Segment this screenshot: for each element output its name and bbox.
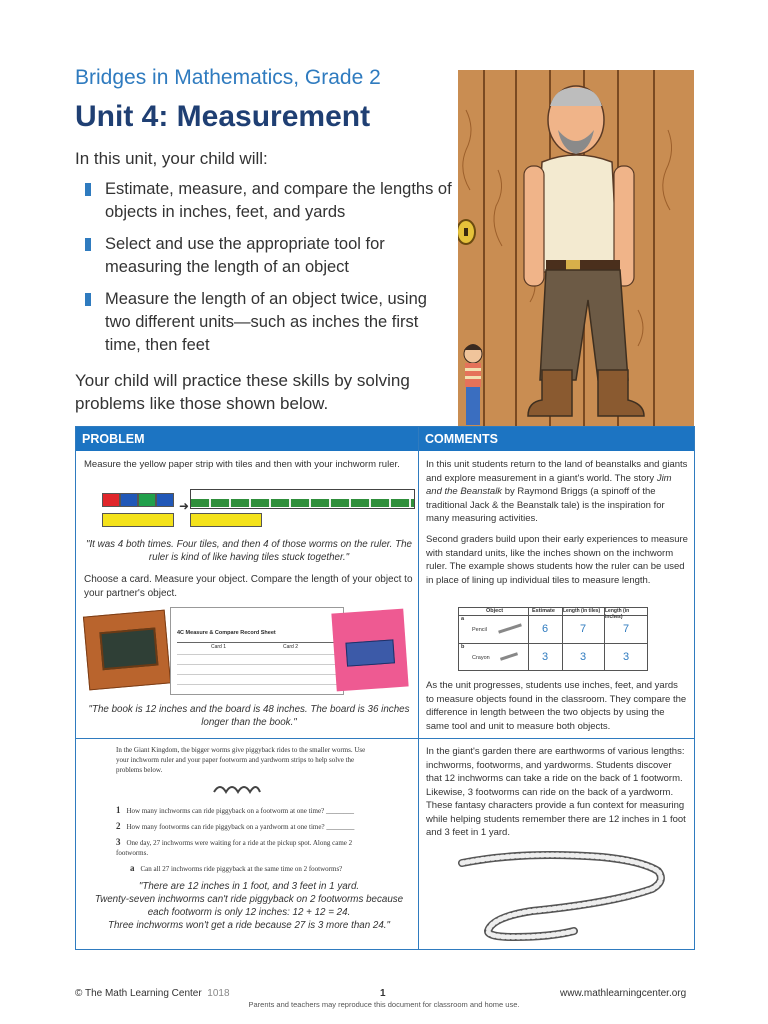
row-divider <box>76 738 694 739</box>
giant-illustration <box>458 70 694 434</box>
mini-header-tiles: Length (in tiles) <box>563 608 601 614</box>
arrow-icon: ➜ <box>179 499 190 513</box>
copyright: © The Math Learning Center 1018 <box>75 988 230 999</box>
row-a-estimate: 6 <box>542 623 549 635</box>
goals-list <box>83 178 453 366</box>
column-divider <box>418 427 419 949</box>
mini-header-inches: Length (in inches) <box>605 608 630 620</box>
worm-icon <box>212 780 262 796</box>
goal-item: Measure the length of an object twice, using two different units—such as inches the first time, then feet <box>83 288 453 357</box>
row-a-inches: 7 <box>623 623 630 635</box>
row-a-tiles: 7 <box>580 623 587 635</box>
bullet-marker <box>85 238 91 251</box>
reproduce-note: Parents and teachers may reproduce this document for classroom and home use. <box>248 1000 520 1009</box>
mini-header-object: Object <box>486 608 504 614</box>
question-1: 1 How many inchworms can ride piggyback on a footworm at one time? ________ <box>116 805 354 815</box>
giant-door-image <box>458 70 694 434</box>
student-quote-3: "There are 12 inches in 1 foot, and 3 feet in 1 yard. Twenty-seven inchworms can't ride piggyback on 2 footworms because each footworm is only 12 inches: 12 + 12 = 24. Three inchworms won't get a ride because 27 is 3 more than 24." <box>94 881 404 931</box>
record-sheet <box>170 607 344 695</box>
goal-item: Select and use the appropriate tool for measuring the length of an object <box>83 233 453 279</box>
worm-problem-intro: In the Giant Kingdom, the bigger worms give piggyback rides to the smaller worms. Use your inchworm ruler and your paper footworm and yardworm strips to help solve the problems below. <box>116 746 366 774</box>
student-quote-2: "The book is 12 inches and the board is 48 inches. The board is 36 inches longer than the book." <box>88 704 410 728</box>
book-title: Jim and the Beanstalk <box>426 472 672 497</box>
inchworm-ruler <box>190 489 415 509</box>
comment-standard-units: Second graders build upon their early experiences to measure with standard units, like the inches shown on the inchworm ruler. The example shows students how the ruler can be used in place of lining up individual tiles to measure length. <box>426 534 688 586</box>
comment-progression: As the unit progresses, students use inches, feet, and yards to measure objects found in the classroom. They compare the difference in length between the two objects by using the same tool and unit to measure both objects. <box>426 680 687 732</box>
unit-title: Unit 4: Measurement <box>75 100 371 133</box>
question-3: 3 One day, 27 inchworms were waiting for a ride at the pickup spot. Along came 2 footworms. <box>116 837 353 857</box>
series-title: Bridges in Mathematics, Grade 2 <box>75 66 381 89</box>
bullet-marker <box>85 183 91 196</box>
question-2: 2 How many footworms can ride piggyback on a yardworm at one time? ________ <box>116 821 355 831</box>
mini-header-estimate: Estimate <box>532 608 555 614</box>
book-card <box>331 609 408 692</box>
comment-intro: In this unit students return to the land of beanstalks and giants and explore measurement in a giant's world. The story Jim and the Beanstalk by Raymond Briggs (a spinoff of the traditional Jack & the Beanstalk tale) is the inspiration for many measuring activities. <box>426 459 688 524</box>
question-3a: a Can all 27 inchworms ride piggyback at the same time on 2 footworms? <box>130 863 343 873</box>
comments-column-header: COMMENTS <box>419 427 694 451</box>
measure-mini-table <box>458 607 648 671</box>
page-number: 1 <box>380 988 386 999</box>
row-b-label: b <box>461 644 465 650</box>
card1-label: Card 1 <box>211 644 227 650</box>
row-b-object: Crayon <box>472 655 490 661</box>
card2-label: Card 2 <box>283 644 299 650</box>
row-b-estimate: 3 <box>542 651 549 663</box>
problem-prompt: Measure the yellow paper strip with tiles and then with your inchworm ruler. <box>84 459 400 470</box>
problem-column-header: PROBLEM <box>76 427 418 451</box>
row-b-tiles: 3 <box>580 651 587 663</box>
doc-code: 1018 <box>207 988 230 999</box>
practice-text: Your child will practice these skills by solving problems like those shown below. <box>75 371 410 413</box>
row-a-object: Pencil <box>472 627 487 633</box>
website-link[interactable]: www.mathlearningcenter.org <box>560 988 687 999</box>
student-quote-1: "It was 4 both times. Four tiles, and then 4 of those worms on the ruler. The ruler is kind of like having tiles stuck together." <box>85 539 413 563</box>
worm-comment: In the giant's garden there are earthworms of various lengths: inchworms, footworms, and yardworms. Students discover that 12 inchworms can take a ride on the back of 1 footworm. Likewise, 3 footworms can ride on the back of a yardworm. These fantasy characters provide a fun context for measuring while helping students remember there are 12 inches in 1 foot and 3 feet in 1 yard. <box>426 746 686 838</box>
yellow-strip <box>190 513 262 527</box>
chalkboard-card <box>83 610 171 691</box>
problems-table <box>75 426 695 950</box>
choose-card-text: Choose a card. Measure your object. Compare the length of your object to your partner's object. <box>84 574 413 599</box>
record-sheet-title: 4C Measure & Compare Record Sheet <box>177 630 276 636</box>
goal-item: Estimate, measure, and compare the lengths of objects in inches, feet, and yards <box>83 178 453 224</box>
intro-text: In this unit, your child will: <box>75 149 268 168</box>
yardworm-illustration <box>454 847 668 943</box>
bullet-marker <box>85 293 91 306</box>
row-b-inches: 3 <box>623 651 630 663</box>
row-a-label: a <box>461 616 465 622</box>
